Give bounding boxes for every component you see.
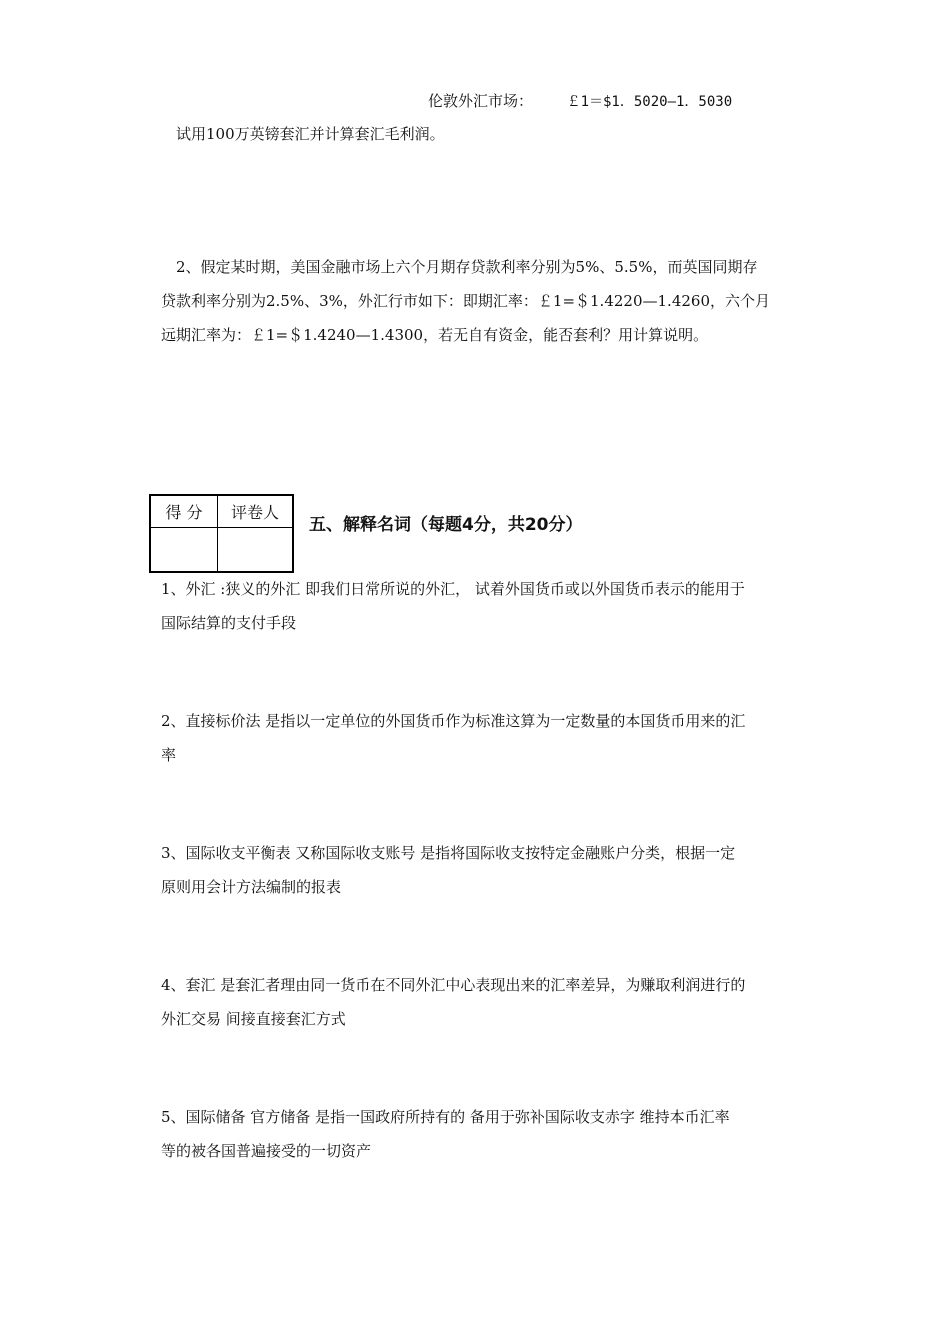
term-4-line-1: 4、套汇 是套汇者理由同一货币在不同外汇中心表现出来的汇率差异，为赚取利润进行的 [161,976,746,994]
problem2-line-2: 贷款利率分别为2.5%、3%，外汇行市如下：即期汇率：￡1=＄1.4220—1.4260，六个月 [161,292,770,310]
score-header: 得 分 [150,495,218,528]
term-3-line-2: 原则用会计方法编制的报表 [161,878,342,896]
term-2-line-1: 2、直接标价法 是指以一定单位的外国货币作为标准这算为一定数量的本国货币用来的汇 [161,712,746,730]
score-cell [150,528,218,573]
term-1-line-1: 1、外汇 :狭义的外汇 即我们日常所说的外汇， 试着外国货币或以外国货币表示的能用于 [161,580,745,598]
term-1-line-2: 国际结算的支付手段 [161,614,297,632]
term-5-line-1: 5、国际储备 官方储备 是指一国政府所持有的 备用于弥补国际收支赤字 维持本币汇率 [161,1108,730,1126]
london-market-label: 伦敦外汇市场： [428,92,534,110]
grader-cell [218,528,294,573]
term-4-line-2: 外汇交易 间接直接套汇方式 [161,1010,346,1028]
london-market-line [428,91,732,112]
problem2-line-1: 2、假定某时期，美国金融市场上六个月期存贷款利率分别为5%、5.5%，而英国同期存 [176,258,758,276]
london-market-rate: ￡1＝$1．5020—1．5030 [566,94,733,110]
term-3-line-1: 3、国际收支平衡表 又称国际收支账号 是指将国际收支按特定金融账户分类，根据一定 [161,844,736,862]
term-5-line-2: 等的被各国普遍接受的一切资产 [161,1142,372,1160]
section-5-title: 五、解释名词（每题4分，共20分） [309,515,583,535]
problem2-line-3: 远期汇率为：￡1=＄1.4240—1.4300，若无自有资金，能否套利？用计算说明。 [161,326,709,344]
term-2-line-2: 率 [161,746,177,764]
score-table [149,494,294,573]
grader-header: 评卷人 [218,495,294,528]
problem1-question: 试用100万英镑套汇并计算套汇毛利润。 [176,125,445,143]
